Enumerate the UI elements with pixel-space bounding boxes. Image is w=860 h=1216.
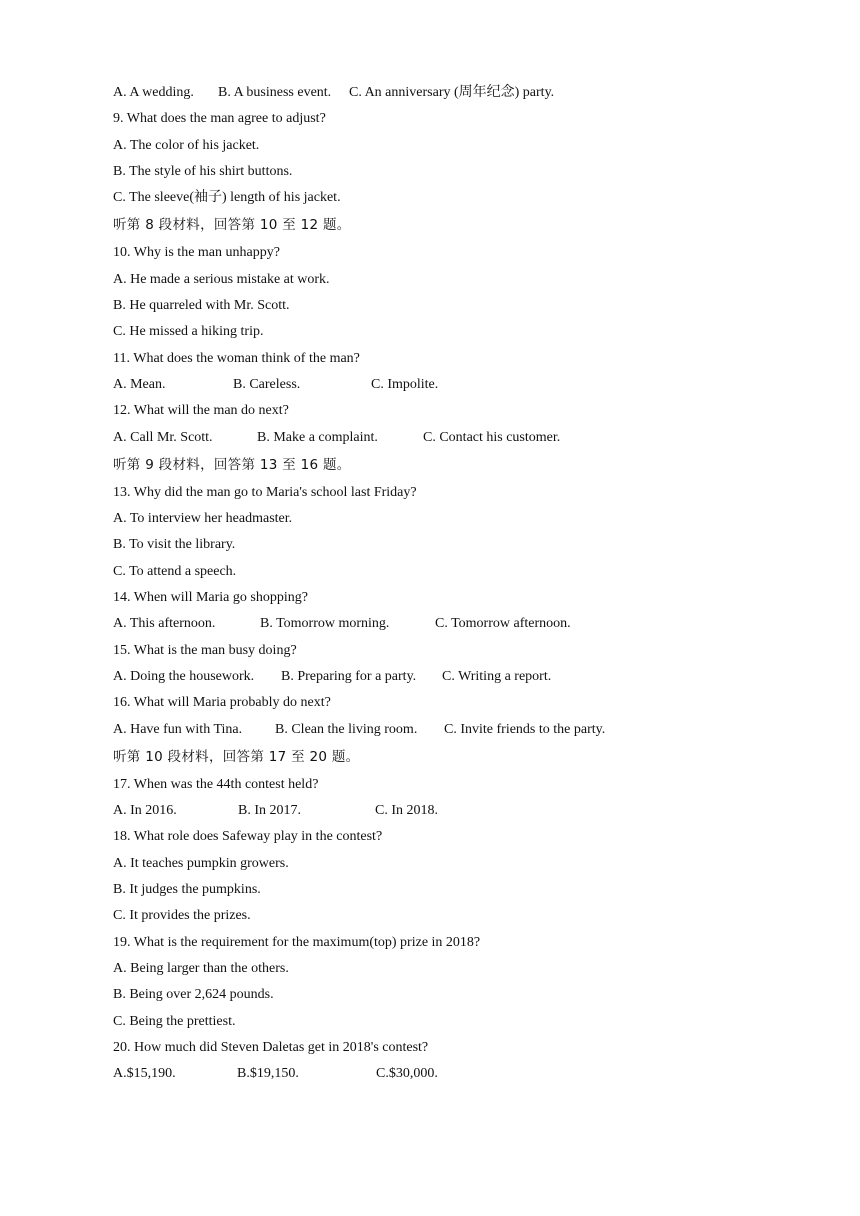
option-row [113, 1061, 833, 1087]
answer-option: B. A business event. [218, 85, 332, 100]
option-row [113, 611, 833, 637]
question-line: 12. What will the man do next? [113, 403, 289, 419]
answer-option: B. In 2017. [238, 803, 301, 819]
answer-option: C. Invite friends to the party. [444, 721, 606, 737]
answer-option: C. Impolite. [371, 376, 439, 392]
option-row [113, 80, 833, 106]
question-line: B. To visit the library. [113, 537, 236, 553]
document-body [113, 80, 833, 1087]
answer-option: B. Tomorrow morning. [260, 616, 390, 632]
question-line: 17. When was the 44th contest held? [113, 776, 319, 792]
question-line: C. To attend a speech. [113, 563, 237, 579]
answer-option: A.$15,190. [113, 1066, 176, 1082]
question-line: 14. When will Maria go shopping? [113, 590, 308, 606]
answer-option: C.$30,000. [376, 1066, 438, 1082]
question-line: C. Being the prettiest. [113, 1013, 236, 1029]
answer-option: C. Contact his customer. [423, 429, 561, 445]
option-row [113, 372, 833, 398]
answer-option: B.$19,150. [237, 1066, 299, 1082]
answer-option: C. Writing a report. [442, 668, 552, 684]
question-line: B. Being over 2,624 pounds. [113, 987, 274, 1003]
answer-option: C. In 2018. [375, 803, 438, 819]
answer-option: A. A wedding. [113, 85, 194, 100]
answer-option: A. Call Mr. Scott. [113, 429, 213, 445]
answer-option: B. Preparing for a party. [281, 668, 417, 684]
answer-option: A. This afternoon. [113, 616, 216, 632]
question-line: A. He made a serious mistake at work. [113, 271, 330, 287]
question-line: A. To interview her headmaster. [113, 511, 293, 527]
question-line: A. It teaches pumpkin growers. [113, 855, 289, 871]
answer-option: B. Careless. [233, 376, 301, 392]
question-line: A. The color of his jacket. [113, 137, 260, 153]
answer-option: A. Mean. [113, 376, 166, 392]
answer-option: C. Tomorrow afternoon. [435, 616, 571, 632]
question-line: C. It provides the prizes. [113, 908, 251, 924]
question-line: 20. How much did Steven Daletas get in 2018's contest? [113, 1039, 429, 1055]
answer-option: A. In 2016. [113, 803, 177, 819]
question-line: 18. What role does Safeway play in the contest? [113, 829, 383, 845]
option-row [113, 798, 833, 824]
answer-option: C. An anniversary (周年纪念) party. [349, 85, 555, 100]
question-line: 9. What does the man agree to adjust? [113, 111, 326, 127]
question-line: 15. What is the man busy doing? [113, 642, 297, 658]
answer-option: A. Have fun with Tina. [113, 721, 243, 737]
question-line: A. Being larger than the others. [113, 960, 289, 976]
question-line: B. The style of his shirt buttons. [113, 163, 293, 179]
option-row [113, 425, 833, 451]
answer-option: B. Clean the living room. [275, 721, 418, 737]
question-line: 13. Why did the man go to Maria's school last Friday? [113, 484, 417, 500]
question-line: C. The sleeve(袖子) length of his jacket. [113, 190, 341, 206]
section-instruction: 听第 9 段材料，回答第 13 至 16 题。 [113, 456, 351, 473]
answer-option: B. Make a complaint. [257, 429, 378, 445]
question-line: 11. What does the woman think of the man? [113, 350, 360, 366]
question-line: B. It judges the pumpkins. [113, 882, 261, 898]
option-row [113, 664, 833, 690]
section-instruction: 听第 10 段材料，回答第 17 至 20 题。 [113, 748, 360, 765]
question-line: 19. What is the requirement for the maximum(top) prize in 2018? [113, 934, 481, 950]
answer-option: A. Doing the housework. [113, 668, 255, 684]
question-line: 16. What will Maria probably do next? [113, 695, 331, 711]
option-row [113, 717, 833, 743]
section-instruction: 听第 8 段材料，回答第 10 至 12 题。 [113, 217, 351, 234]
question-line: 10. Why is the man unhappy? [113, 245, 280, 261]
question-line: C. He missed a hiking trip. [113, 324, 264, 340]
question-line: B. He quarreled with Mr. Scott. [113, 298, 290, 314]
